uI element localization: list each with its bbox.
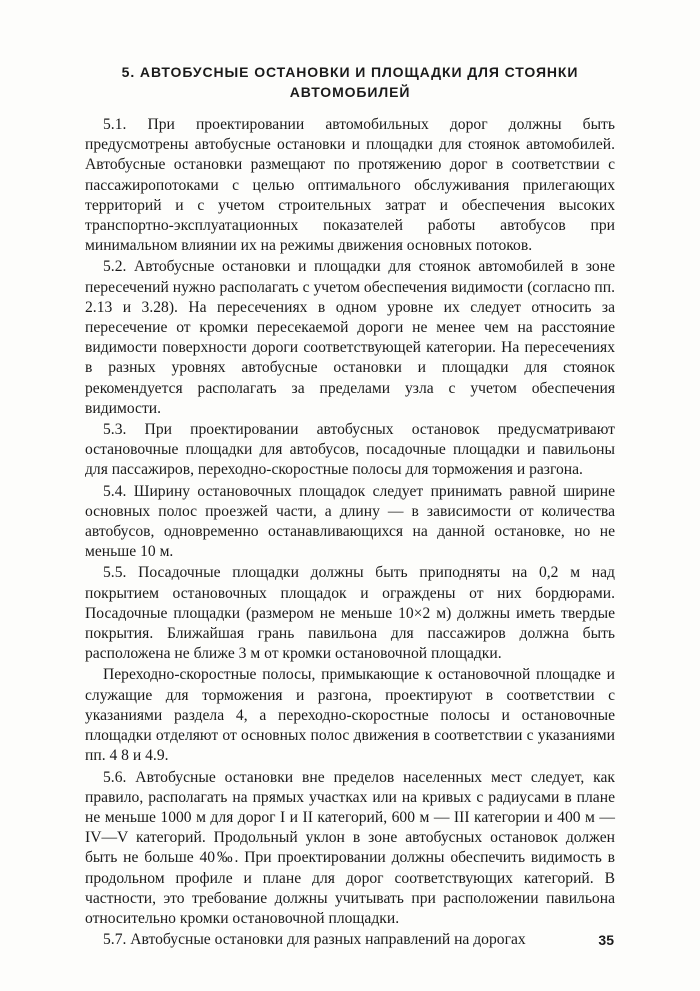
section-heading: [90, 62, 610, 102]
page-number: 35: [598, 932, 614, 948]
paragraph-5-1: 5.1. При проектировании автомобильных дорог должны быть предусмотрены автобусные остановки и площадки для стоянок автомобилей. Автобусные остановки размещают по протяжению дорог в соответствии с пассажиропотоками с целью оптимального обслуживания прилегающих территорий и с учетом строительных затрат и обеспечения высоких транспортно-эксплуатационных показателей работы автобусов при минимальном влиянии их на режимы движения основных потоков.: [85, 116, 615, 255]
paragraph-5-4: 5.4. Ширину остановочных площадок следует принимать равной ширине основных полос проезжей части, а длину — в зависимости от количества автобусов, одновременно останавливающихся на данной остановке, но не меньше 10 м.: [85, 482, 615, 561]
paragraph-5-3: 5.3. При проектировании автобусных остановок предусматривают остановочные площадки для автобусов, посадочные площадки и павильоны для пассажиров, переходно-скоростные полосы для торможения и разгона.: [85, 421, 615, 479]
section-heading-line-1: 5. АВТОБУСНЫЕ ОСТАНОВКИ И ПЛОЩАДКИ ДЛЯ СТОЯНКИ: [121, 64, 579, 80]
section-body: [85, 115, 615, 951]
paragraph-5-5: 5.5. Посадочные площадки должны быть приподняты на 0,2 м над покрытием остановочных площадок и ограждены от них бордюрами. Посадочные площадки (размером не меньше 10×2 м) должны иметь твердые покрытия. Ближайшая грань павильона для пассажиров должна быть расположена не ближе 3 м от кромки остановочной площадки.: [85, 564, 615, 663]
paragraph-5-6: 5.6. Автобусные остановки вне пределов населенных мест следует, как правило, располагать на прямых участках или на кривых с радиусами в плане не меньше 1000 м для дорог I и II категорий, 600 м — III категории и 400 м — IV—V категорий. Продольный уклон в зоне автобусных остановок должен быть не больше 40‰. При проектировании должны обеспечить видимость в продольном профиле и плане для дорог соответствующих категорий. В частности, это требование должны учитывать при расположении павильона относительно кромки остановочной площадки.: [85, 768, 615, 927]
paragraph-transition-lanes: Переходно-скоростные полосы, примыкающие к остановочной площадке и служащие для торможения и разгона, проектируют в соответствии с указаниями раздела 4, а переходно-скоростные полосы и остановочные площадки отделяют от основных полос движения в соответствии с указаниями пп. 4 8 и 4.9.: [85, 666, 615, 765]
section-heading-line-2: АВТОМОБИЛЕЙ: [289, 84, 411, 100]
paragraph-5-7: 5.7. Автобусные остановки для разных направлений на дорогах: [103, 931, 526, 949]
paragraph-5-2: 5.2. Автобусные остановки и площадки для стоянок автомобилей в зоне пересечений нужно располагать с учетом обеспечения видимости (согласно пп. 2.13 и 3.28). На пересечениях в одном уровне их следует относить за пересечение от кромки пересекаемой дороги не менее чем на расстояние видимости поверхности дороги соответствующей категории. На пересечениях в разных уровнях автобусные остановки и площадки для стоянок рекомендуется располагать за пределами узла с учетом обеспечения видимости.: [85, 258, 615, 417]
